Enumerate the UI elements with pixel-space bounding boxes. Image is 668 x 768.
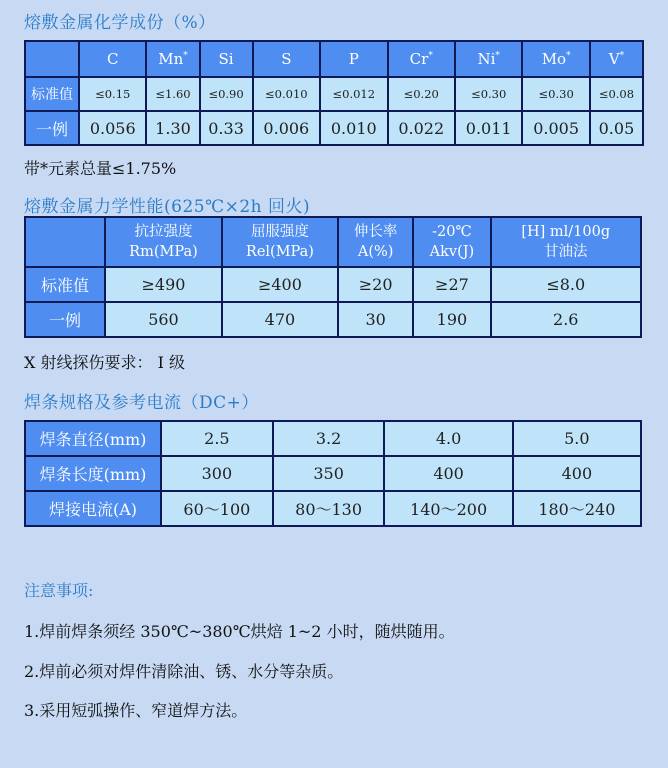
chem-header-c: C (79, 41, 146, 77)
mech-example-cell: 560 (105, 302, 222, 337)
chem-header-cr: Cr* (388, 41, 455, 77)
chem-example-cell: 0.05 (590, 111, 643, 145)
chem-note: 带*元素总量≤1.75% (24, 159, 177, 178)
chem-header-corner (25, 41, 79, 77)
electrode-spec-table (24, 420, 642, 527)
weld-diameter-cell: 2.5 (161, 421, 273, 456)
mech-section-title: 熔敷金属力学性能(625℃×2h 回火) (24, 197, 311, 217)
mech-header-impact: -20℃ Akv(J) (413, 217, 490, 267)
mech-header-hydrogen: [H] ml/100g 甘油法 (491, 217, 642, 267)
chem-example-cell: 1.30 (146, 111, 199, 145)
weld-diameter-cell: 3.2 (273, 421, 385, 456)
weld-row-label-diameter: 焊条直径(mm) (25, 421, 161, 456)
chem-standard-cell: ≤0.012 (320, 77, 387, 111)
chem-header-s: S (253, 41, 320, 77)
mech-standard-cell: ≥27 (413, 267, 490, 302)
chem-row-label-example: 一例 (25, 111, 79, 145)
chem-example-cell: 0.011 (455, 111, 522, 145)
chem-standard-cell: ≤0.08 (590, 77, 643, 111)
weld-length-cell: 300 (161, 456, 273, 491)
chem-header-si: Si (200, 41, 253, 77)
chem-standard-cell: ≤1.60 (146, 77, 199, 111)
chem-section-title: 熔敷金属化学成份（%） (24, 13, 216, 33)
mech-row-label-example: 一例 (25, 302, 105, 337)
chem-standard-cell: ≤0.15 (79, 77, 146, 111)
mech-standard-cell: ≥400 (222, 267, 338, 302)
weld-length-cell: 350 (273, 456, 385, 491)
weld-length-cell: 400 (513, 456, 641, 491)
chem-standard-cell: ≤0.90 (200, 77, 253, 111)
mech-header-yield: 屈服强度 Rel(MPa) (222, 217, 338, 267)
chem-example-cell: 0.33 (200, 111, 253, 145)
xray-note: X 射线探伤要求： I 级 (24, 353, 185, 372)
chem-standard-cell: ≤0.20 (388, 77, 455, 111)
chem-standard-cell: ≤0.30 (522, 77, 589, 111)
note-item-1: 1.焊前焊条须经 350℃~380℃烘焙 1~2 小时，随烘随用。 (24, 622, 455, 641)
weld-diameter-cell: 4.0 (384, 421, 512, 456)
weld-length-cell: 400 (384, 456, 512, 491)
mechanical-properties-table (24, 216, 642, 338)
weld-current-cell: 60～100 (161, 491, 273, 526)
mech-header-corner (25, 217, 105, 267)
mech-example-cell: 30 (338, 302, 413, 337)
chem-example-cell: 0.022 (388, 111, 455, 145)
chem-example-cell: 0.056 (79, 111, 146, 145)
chem-header-mn: Mn* (146, 41, 199, 77)
chem-header-p: P (320, 41, 387, 77)
chem-example-cell: 0.006 (253, 111, 320, 145)
mech-row-label-standard: 标准值 (25, 267, 105, 302)
chem-example-cell: 0.010 (320, 111, 387, 145)
mech-standard-cell: ≥490 (105, 267, 222, 302)
mech-standard-cell: ≥20 (338, 267, 413, 302)
mech-example-cell: 190 (413, 302, 490, 337)
mech-standard-cell: ≤8.0 (491, 267, 642, 302)
chem-row-label-standard: 标准值 (25, 77, 79, 111)
mech-example-cell: 470 (222, 302, 338, 337)
mech-example-cell: 2.6 (491, 302, 642, 337)
weld-current-cell: 140～200 (384, 491, 512, 526)
weld-current-cell: 80～130 (273, 491, 385, 526)
chem-header-ni: Ni* (455, 41, 522, 77)
chem-header-mo: Mo* (522, 41, 589, 77)
chem-standard-cell: ≤0.010 (253, 77, 320, 111)
weld-section-title: 焊条规格及参考电流（DC+） (24, 393, 259, 413)
note-item-2: 2.焊前必须对焊件清除油、锈、水分等杂质。 (24, 662, 344, 681)
weld-current-cell: 180～240 (513, 491, 641, 526)
chem-standard-cell: ≤0.30 (455, 77, 522, 111)
chem-example-cell: 0.005 (522, 111, 589, 145)
weld-row-label-length: 焊条长度(mm) (25, 456, 161, 491)
chem-header-v: V* (590, 41, 643, 77)
weld-row-label-current: 焊接电流(A) (25, 491, 161, 526)
weld-diameter-cell: 5.0 (513, 421, 641, 456)
notes-title: 注意事项: (24, 581, 94, 600)
mech-header-tensile: 抗拉强度 Rm(MPa) (105, 217, 222, 267)
mech-header-elongation: 伸长率 A(%) (338, 217, 413, 267)
chemical-composition-table (24, 40, 644, 146)
note-item-3: 3.采用短弧操作、窄道焊方法。 (24, 701, 248, 720)
